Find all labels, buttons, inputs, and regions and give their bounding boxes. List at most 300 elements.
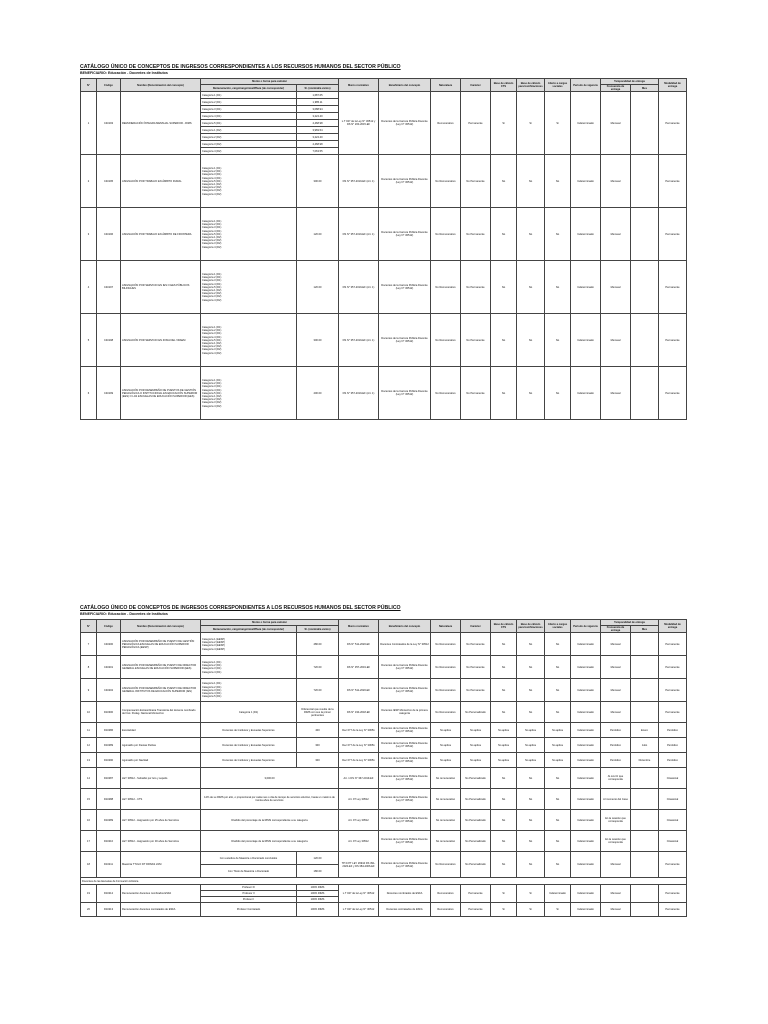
row-afecto: No aplica (545, 723, 571, 738)
row-nature: No Remunerativo (431, 261, 461, 314)
col-header: Carácter (461, 620, 491, 633)
row-character: Permanente (461, 885, 491, 903)
row-asig: No (517, 679, 545, 702)
table-row (81, 768, 687, 789)
row-amount: 100% RIMS (297, 903, 339, 917)
row-law: Dec 077 de la Ley N° 30651 (339, 738, 379, 753)
row-period: Indeterminado (571, 367, 601, 420)
row-name: Compensación Extraordinaria Transitoria del docente nombrado del Inst. Pedag. Nacional Monterrico (121, 702, 201, 723)
row-frequency: Mensual (601, 367, 631, 420)
row-afecto: No (545, 656, 571, 679)
row-amount: 3,088.94 (297, 106, 339, 113)
row-category: Categoría 2 (D2) (202, 398, 222, 402)
row-modality: Ocasional (659, 789, 687, 810)
row-afecto: Si (545, 92, 571, 155)
row-month (631, 702, 659, 723)
row-code: D10289 (97, 810, 121, 831)
row-month (631, 314, 659, 367)
row-beneficiary: Docentes de la Carrera Pública Docente (Ley N° 30512) (379, 789, 431, 810)
table-row (81, 903, 687, 917)
row-number: 4 (81, 261, 97, 314)
row-category: Categoría 5 (D1) (202, 285, 222, 289)
row-afecto: No (545, 261, 571, 314)
row-asig: No (517, 314, 545, 367)
row-number: 9 (81, 679, 97, 702)
row-frequency: Mensual (601, 679, 631, 702)
row-modality: Periódico (659, 738, 687, 753)
col-header: Carácter (461, 79, 491, 92)
row-afecto: No aplica (545, 753, 571, 768)
col-header: Monto o forma para calcular (201, 79, 339, 85)
row-number: 18 (81, 852, 97, 878)
row-nature: No Remunerativo (431, 367, 461, 420)
row-law: Art. 97 Ley 30512 (339, 789, 379, 810)
row-character: No aplica (461, 753, 491, 768)
row-modality: Permanente (659, 367, 687, 420)
row-category: Categoría 2 (EESP) (202, 641, 225, 645)
col-header: S/. (nominal/a varios) (297, 85, 339, 92)
row-law: Dec 077 de la Ley N° 30651 (339, 723, 379, 738)
row-modality: Permanente (659, 656, 687, 679)
row-category: Categoría 3 (D1) (202, 226, 222, 230)
row-category: Categoría 3 (D1) (201, 106, 297, 113)
row-cts: Si (491, 885, 517, 903)
row-nature: No remunerativo (431, 831, 461, 852)
row-nature: No Remunerativo (431, 852, 461, 878)
row-frequency: Periódico (601, 723, 631, 738)
row-asig: No (517, 831, 545, 852)
row-category: Profesor II (201, 891, 297, 897)
col-header: Afecto a cargas sociales (545, 79, 571, 92)
row-afecto: No (545, 155, 571, 208)
row-amount: 400.00 (297, 367, 339, 420)
row-afecto: No (545, 789, 571, 810)
row-character: No Personalizado (461, 810, 491, 831)
row-character: No Permanente (461, 155, 491, 208)
row-month (631, 208, 659, 261)
col-header: N° (81, 620, 97, 633)
row-category: Categoría 2 (D1) (202, 276, 222, 280)
row-modality: Permanente (659, 885, 687, 903)
row-afecto: No (545, 852, 571, 878)
row-nature: No Remunerativo (431, 208, 461, 261)
row-beneficiary: Docentes de la Carrera Pública Docente (Ley N° 30512) (379, 261, 431, 314)
col-header: Base de cálculo para bonificaciones (517, 620, 545, 633)
col-header: Base de cálculo CTS (491, 79, 517, 92)
row-number: 20 (81, 903, 97, 917)
row-name: LEY 30512 - Asignación por 25 años de Servicios (121, 810, 201, 831)
row-category: Categoría 1 (D1) (201, 92, 297, 99)
catalog-page-1 (80, 64, 686, 420)
row-period: Indeterminado (571, 656, 601, 679)
row-amount: 480.00 (297, 633, 339, 656)
row-character: No Permanente (461, 208, 491, 261)
row-amount: 120.00 (297, 208, 339, 261)
row-beneficiary: Docentes de la Carrera Pública Docente (Ley N° 30512) (379, 208, 431, 261)
col-header: Monto o forma para calcular (201, 620, 339, 626)
row-category: Categoría 2 (D1) (202, 223, 222, 227)
row-asig: No (517, 768, 545, 789)
row-category: Categoría 4 (D2) (202, 192, 222, 196)
catalog-page-2 (80, 605, 686, 917)
row-cts: No aplica (491, 723, 517, 738)
row-asig: No (517, 702, 545, 723)
col-header: Mes (631, 85, 659, 92)
row-amount: Dividido del porcentaje de la RIMS correspondiente a su categoría (201, 831, 339, 852)
col-header: Código (97, 79, 121, 92)
row-period: Indeterminado (571, 155, 601, 208)
row-frequency: Periódico (601, 753, 631, 768)
row-asig: No (517, 810, 545, 831)
page-title: CATÁLOGO ÚNICO DE CONCEPTOS DE INGRESOS CORRESPONDIENTES A LOS RECURSOS HUMANOS DEL SECTOR PÚBLICO (80, 64, 401, 70)
row-amount: 720.00 (297, 679, 339, 702)
col-header: Afecto a cargas sociales (545, 620, 571, 633)
col-header: Mes (631, 626, 659, 633)
row-character: Permanente (461, 92, 491, 155)
row-month (631, 903, 659, 917)
row-asig: No (517, 852, 545, 878)
row-nature: No Remunerativo (431, 633, 461, 656)
row-category: Categoría 3 (D1) (202, 173, 222, 177)
row-modality: Periódico (659, 753, 687, 768)
row-category: Categoría 4 (D2) (201, 148, 297, 155)
row-cts: No (491, 789, 517, 810)
row-character: No Personalizado (461, 702, 491, 723)
row-frequency: Al ocurrir que corresponda (601, 768, 631, 789)
row-nature: Remunerativo (431, 885, 461, 903)
row-amount: 1,985.11 (297, 99, 339, 106)
row-number: 2 (81, 155, 97, 208)
row-modality: Permanente (659, 314, 687, 367)
row-beneficiary: Docentes de la Carrera Pública Docente (Ley N° 30512) (379, 753, 431, 768)
row-code: C40197 (97, 261, 121, 314)
row-beneficiary: Docentes de la Carrera Pública Docente (Ley N° 30512) (379, 831, 431, 852)
row-category: Profesor III (201, 885, 297, 891)
row-period: Indeterminado (571, 314, 601, 367)
row-category: Categoría 4 (D1) (202, 388, 222, 392)
row-amount: 300.00 (297, 155, 339, 208)
row-category: Categoría 1 (D1) (201, 702, 297, 723)
row-month (631, 679, 659, 702)
table-row (81, 738, 687, 753)
row-character: No Personalizado (461, 831, 491, 852)
row-code: C40200 (97, 633, 121, 656)
row-character: No Personalizado (461, 768, 491, 789)
row-frequency: Mensual (601, 314, 631, 367)
row-character: No Permanente (461, 679, 491, 702)
row-beneficiary: Docentes Contratados de la Ley N° 30512 (379, 633, 431, 656)
table-row (81, 92, 687, 99)
row-category: Categoría 4 (D1) (202, 335, 222, 339)
row-name: ASIGNACIÓN POR DESEMPEÑO DE PUESTOS DE GESTIÓN PEDAGÓGICA O INSTITUCIONAL EN EDUCACIÓN SUPERIOR (EES) O LAS ESCUELAS DE EDUCACIÓN SUPERIOR (EES) (121, 367, 201, 420)
row-frequency: Mensual (601, 903, 631, 917)
page-subtitle: BENEFICIARIO: Educación - Docentes de Institutos (80, 612, 168, 616)
row-asig: No (517, 261, 545, 314)
row-nature: Remunerativo (431, 92, 461, 155)
row-category: Categoría 4 (D2) (202, 351, 222, 355)
row-frequency: Mensual (601, 155, 631, 208)
row-frequency: Mensual (601, 633, 631, 656)
row-category: Categoría 3 (EESP) (202, 644, 225, 648)
col-header: Nombre (Denominación del concepto) (121, 620, 201, 633)
table-row (81, 679, 687, 702)
row-frequency: Mensual (601, 702, 631, 723)
row-code: C40193 (97, 92, 121, 155)
row-cts: No (491, 679, 517, 702)
row-period: Indeterminado (571, 831, 601, 852)
col-header: Beneficiario del concepto (379, 79, 431, 92)
row-modality: Periódico (659, 723, 687, 738)
col-header: Remuneración, cargo/rango/nivel/Plaza (de corresponder) (201, 85, 297, 92)
row-frequency: Mensual (601, 208, 631, 261)
row-modality: Permanente (659, 702, 687, 723)
row-frequency: Mensual (601, 261, 631, 314)
col-header: Beneficiario del concepto (379, 620, 431, 633)
row-categories (201, 656, 297, 679)
table-row (81, 810, 687, 831)
row-category: Categoría 2 (D2) (202, 186, 222, 190)
row-amount: 7,063.55 (297, 148, 339, 155)
table-row (81, 261, 687, 314)
table-row (81, 208, 687, 261)
row-cts: No (491, 314, 517, 367)
row-category: Profesor Contratado (201, 903, 297, 917)
row-cts: No (491, 852, 517, 878)
row-category: Categoría 3 (D2) (202, 189, 222, 193)
row-afecto: Indeterminado (545, 885, 571, 903)
row-law: Art. 97 Ley 30512 (339, 810, 379, 831)
row-character: No Personalizado (461, 852, 491, 878)
row-modality: Permanente (659, 261, 687, 314)
row-period: Indeterminado (571, 768, 601, 789)
row-code: D10212 (97, 885, 121, 903)
row-code: D10286 (97, 723, 121, 738)
col-header: Frecuencia de entrega (601, 85, 631, 92)
row-period: Indeterminado (571, 810, 601, 831)
row-category: Categoría 2 (D2) (202, 239, 222, 243)
row-number: 5 (81, 314, 97, 367)
row-category: Categoría 1 (D1) (202, 378, 222, 382)
row-name: ASIGNACIÓN POR TRABAJO EN ÁMBITO DE FRONTERA (121, 208, 201, 261)
col-header: S/. (nominal/a varios) (297, 626, 339, 633)
row-modality: Permanente (659, 903, 687, 917)
row-categories (201, 155, 297, 208)
row-category: Categoría 4 (D2) (202, 245, 222, 249)
row-period: Indeterminado (571, 208, 601, 261)
row-category: Categoría 2 (D2) (201, 134, 297, 141)
table-row (81, 155, 687, 208)
row-nature: No Remunerativo (431, 679, 461, 702)
row-character: No aplica (461, 723, 491, 738)
row-beneficiary: Docentes de la Carrera Pública Docente (Ley N° 30512) (379, 810, 431, 831)
row-amount: 400 (297, 723, 339, 738)
row-month (631, 261, 659, 314)
row-amount: 3,224.40 (297, 113, 339, 120)
row-afecto: No aplica (545, 738, 571, 753)
row-character: No Permanente (461, 314, 491, 367)
row-category: Categoría 2 (D1) (202, 170, 222, 174)
table-row (81, 367, 687, 420)
row-name: Escolaridad (121, 723, 201, 738)
row-nature: No Remunerativo (431, 155, 461, 208)
row-amount: 3,969.54 (297, 127, 339, 134)
row-asig: No (517, 656, 545, 679)
row-number: 10 (81, 702, 97, 723)
row-categories (201, 314, 297, 367)
row-category: Con Título de Maestría o Doctorado (201, 865, 297, 878)
row-code: C40196 (97, 208, 121, 261)
row-category: Categoría 4 (D1) (202, 282, 222, 286)
row-period: Indeterminado (571, 903, 601, 917)
row-category: Categoría 3 (D2) (202, 348, 222, 352)
row-category: Con estudios de Maestría o Doctorado concluidos (201, 852, 297, 865)
col-header: Modalidad de entrega (659, 620, 687, 633)
row-period: Indeterminado (571, 679, 601, 702)
row-law: L.T 027 de la Ley N° 30512 (339, 885, 379, 903)
row-nature: No aplica (431, 753, 461, 768)
row-month (631, 367, 659, 420)
row-category: Categoría 1 (D2) (202, 289, 222, 292)
row-category: Categoría 1 (EESP) (202, 638, 225, 641)
row-law: DS N° 357-2019-EF (Art. 1) (339, 208, 379, 261)
row-name: Aguinaldo por Fiestas Patrias (121, 738, 201, 753)
row-month (631, 92, 659, 155)
row-asig: No aplica (517, 723, 545, 738)
row-name: ASIGNACIÓN POR TRABAJO EN ÁMBITO RURAL (121, 155, 201, 208)
row-amount: Diferencial que resulte de la RIMS con sus la primer pertinentes (297, 702, 339, 723)
row-category: Categoría 4 (D1) (202, 229, 222, 233)
row-month: Julio (631, 738, 659, 753)
row-afecto: No (545, 810, 571, 831)
row-code: D10211 (97, 852, 121, 878)
table-row (81, 314, 687, 367)
section-note: Docentes de las Escuelas de Formación Artística (81, 878, 687, 885)
row-cts: No (491, 831, 517, 852)
row-frequency: Mensual (601, 656, 631, 679)
row-nature: No Remunerativo (431, 656, 461, 679)
row-name: LEY 30512 - Subsidio por luto y sepelio (121, 768, 201, 789)
row-beneficiary: Docentes de la Carrera Pública Docente (Ley N° 30512) (379, 155, 431, 208)
row-name: ASIGNACIÓN POR SERVICIO EN ZONA DEL VRAEM (121, 314, 201, 367)
row-amount: 100% RIMS (297, 885, 339, 891)
row-category: Categoría 3 (D1) (202, 667, 222, 671)
col-header: Base de cálculo CTS (491, 620, 517, 633)
row-afecto: No (545, 702, 571, 723)
row-category: Docentes de Institutos y Escuelas Superiores (201, 723, 297, 738)
row-law: Art. 97 Ley 30512 (339, 831, 379, 852)
row-month (631, 789, 659, 810)
row-category: Categoría 5 (D1) (201, 120, 297, 127)
row-category: Categoría 5 (D1) (202, 391, 222, 395)
row-asig: No (517, 155, 545, 208)
col-header: Período de vigencia (571, 79, 601, 92)
row-categories (201, 208, 297, 261)
row-name: ASIGNACIÓN POR DESEMPEÑO DE PUESTO DE GESTIÓN PEDAGÓGICA ESCUELAS DE EDUCACIÓN SUPERIOR PEDAGÓGICA (EESP) (121, 633, 201, 656)
row-beneficiary: Docentes de la Carrera Pública Docente (Ley N° 30512) (379, 723, 431, 738)
catalog-table-2 (80, 619, 687, 917)
asignaciones-rows (81, 155, 687, 420)
row-amount: 120.00 (297, 852, 339, 865)
row-categories (201, 679, 297, 702)
row-month (631, 831, 659, 852)
row-code: D10213 (97, 903, 121, 917)
row-character: No Permanente (461, 633, 491, 656)
row-nature: No remunerativo (431, 789, 461, 810)
row-amount: 3,224.40 (297, 134, 339, 141)
row-modality: Permanente (659, 155, 687, 208)
row-period: Indeterminado (571, 852, 601, 878)
row-asig: Si (517, 885, 545, 903)
row-code: D10300 (97, 702, 121, 723)
row-law: DS N° 357-2019-EF (Art. 1) (339, 314, 379, 367)
row-category: Categoría 1 (D2) (202, 183, 222, 186)
row-beneficiary: Docentes IESP Monterrico de la primera categoría (379, 702, 431, 723)
row-name: Remuneración docentes nombrados ESFA (121, 885, 201, 903)
row-category: Categoría 3 (D2) (202, 401, 222, 405)
row-code: D10290 (97, 753, 121, 768)
row-frequency: Mensual (601, 885, 631, 903)
row-number: 8 (81, 656, 97, 679)
row-name: Maestría TTULO DT DRNAS LNM (121, 852, 201, 878)
col-header: Naturaleza (431, 620, 461, 633)
row-month (631, 656, 659, 679)
col-header: Marco normativo (339, 620, 379, 633)
row-category: Categoría 4 (EESP) (202, 647, 225, 651)
row-code: C40199 (97, 367, 121, 420)
row-asig: No (517, 208, 545, 261)
row-category: Categoría 1 (D2) (202, 342, 222, 345)
row-number: 11 (81, 723, 97, 738)
row-category: Categoría 3 (D1) (202, 385, 222, 389)
col-header: Modalidad de entrega (659, 79, 687, 92)
row-category: Categoría 1 (D1) (202, 325, 222, 329)
row-nature: No aplica (431, 723, 461, 738)
row-law: L.T 027 de la Ley N° 30512 y DS N° 200-2015-EF (339, 92, 379, 155)
row-code: C40202 (97, 679, 121, 702)
row-cts: No (491, 702, 517, 723)
row-amount: Dividido del porcentaje de la RIMS correspondiente a su categoría (201, 810, 339, 831)
row-asig: No aplica (517, 753, 545, 768)
row-period: Indeterminado (571, 738, 601, 753)
row-category: Categoría 4 (D1) (201, 113, 297, 120)
row-categories (201, 633, 297, 656)
row-category: Categoría 1 (D2) (202, 236, 222, 239)
row-name: ASIGNACIÓN POR DESEMPEÑO DE PUESTO DE DIRECTOR GENERAL ESCUELAS DE EDUCACIÓN SUPERIOR (EES) (121, 656, 201, 679)
row-number: 19 (81, 885, 97, 903)
row-period: Indeterminado (571, 633, 601, 656)
table-row (81, 831, 687, 852)
row-number: 12 (81, 738, 97, 753)
page-subtitle: BENEFICIARIO: Educación - Docentes de Institutos (80, 71, 168, 75)
row-name: Aguinaldo por Navidad (121, 753, 201, 768)
row-category: Categoría 2 (D1) (202, 382, 222, 386)
row-month (631, 852, 659, 878)
row-category: Categoría 2 (D1) (202, 685, 222, 689)
section-row (81, 878, 687, 885)
table-row (81, 852, 687, 865)
row-month (631, 810, 659, 831)
table-row (81, 723, 687, 738)
row-number: 3 (81, 208, 97, 261)
row-beneficiary: Docentes nombrados de ESFA (379, 885, 431, 903)
row-category: Categoría 3 (D1) (202, 688, 222, 692)
row-frequency: Mensual (601, 852, 631, 878)
row-afecto: No (545, 367, 571, 420)
row-month (631, 155, 659, 208)
col-header: Nombre (Denominación del concepto) (121, 79, 201, 92)
row-category: Categoría 4 (D2) (202, 404, 222, 408)
row-category: Docentes de Institutos y Escuelas Superiores (201, 738, 297, 753)
